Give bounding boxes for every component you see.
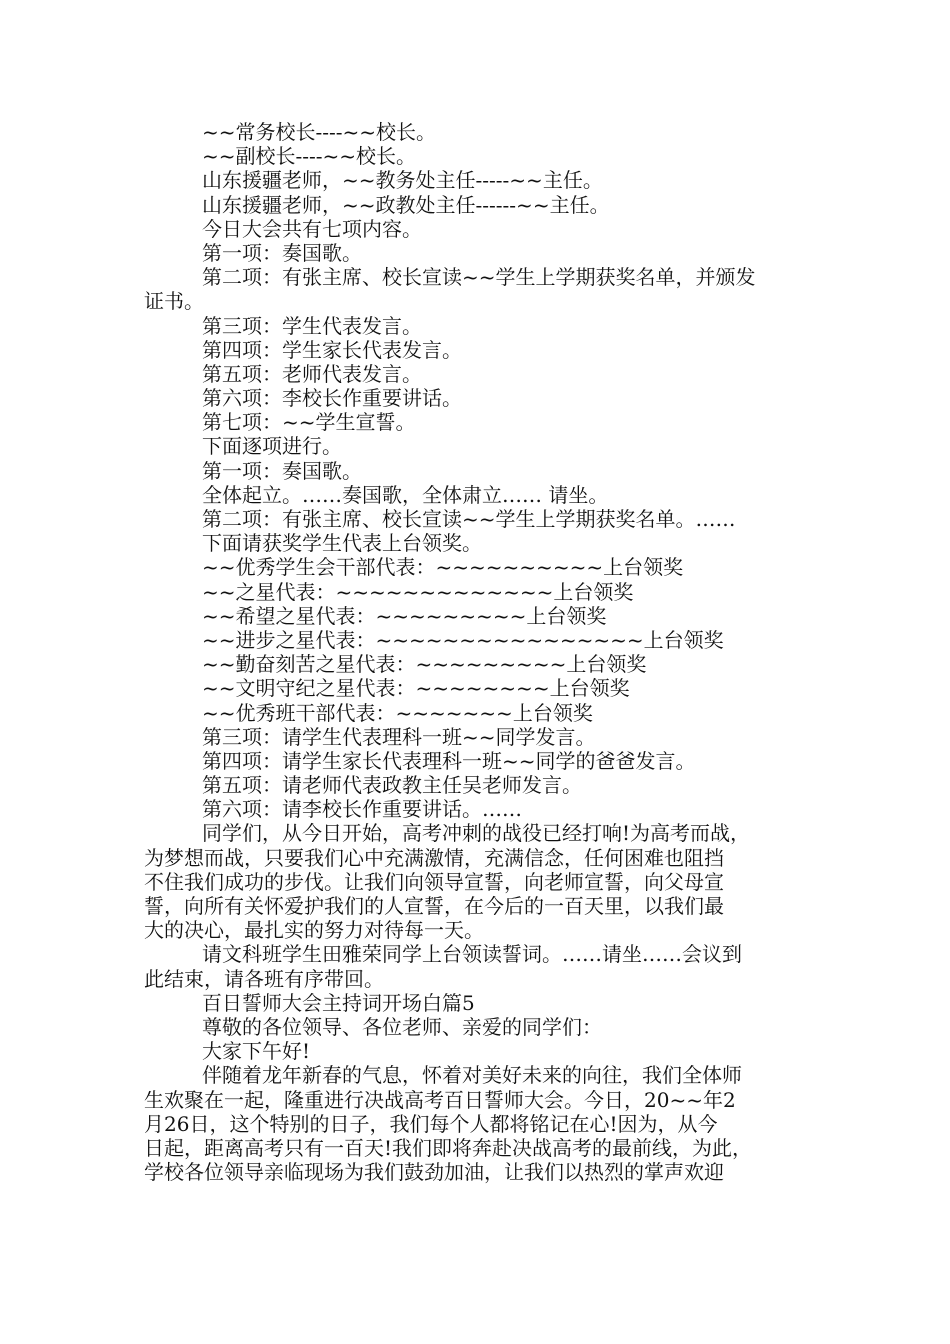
opening-paragraph-line: 伴随着龙年新春的气息，怀着对美好未来的向往，我们全体师 [202, 1063, 742, 1088]
text-line: ~~常务校长----~~校长。 [202, 120, 437, 144]
oath-paragraph-line: 为梦想而战，只要我们心中充满激情，充满信念，任何困难也阻挡 [144, 845, 724, 870]
text-line: 全体起立。……奏国歌，全体肃立…… 请坐。 [202, 482, 609, 507]
text-line: 第一项：奏国歌。 [202, 458, 362, 483]
text-line: 第四项：学生家长代表发言。 [202, 337, 462, 362]
document-page [144, 120, 808, 1184]
text-line: 证书。 [144, 289, 204, 314]
lead-paragraph-line: 请文科班学生田雅荣同学上台领读誓词。……请坐……会议到 [202, 942, 742, 967]
text-line: 今日大会共有七项内容。 [202, 216, 422, 241]
opening-paragraph-line: 日起，距离高考只有一百天!我们即将奔赴决战高考的最前线，为此， [144, 1135, 753, 1160]
oath-paragraph-line: 不住我们成功的步伐。让我们向领导宣誓，向老师宣誓，向父母宣 [144, 869, 724, 894]
award-line: ~~进步之星代表：~~~~~~~~~~~~~~~~上台领奖 [202, 627, 724, 652]
section-title: 百日誓师大会主持词开场白篇5 [202, 990, 475, 1015]
opening-paragraph-line: 学校各位领导亲临现场为我们鼓劲加油，让我们以热烈的掌声欢迎 [144, 1160, 724, 1185]
opening-paragraph-line: 生欢聚在一起，隆重进行决战高考百日誓师大会。今日，20~~年2 [144, 1087, 736, 1112]
oath-paragraph-line: 誓，向所有关怀爱护我们的人宣誓，在今后的一百天里，以我们最 [144, 894, 724, 918]
greeting: 大家下午好! [202, 1039, 311, 1064]
text-line: 第七项：~~学生宣誓。 [202, 410, 416, 435]
text-line: 第六项：李校长作重要讲话。 [202, 386, 462, 411]
oath-paragraph-line: 大的决心，最扎实的努力对待每一天。 [144, 918, 484, 943]
award-line: ~~优秀班干部代表：~~~~~~~上台领奖 [202, 700, 593, 725]
text-line: 山东援疆老师，~~政教处主任------~~主任。 [202, 192, 610, 217]
lead-paragraph-line: 此结束，请各班有序带回。 [144, 966, 384, 991]
text-line: 第六项：请李校长作重要讲话。…… [202, 797, 522, 822]
text-line: 下面请获奖学生代表上台领奖。 [202, 531, 482, 556]
text-line: 第三项：请学生代表理科一班~~同学发言。 [202, 724, 596, 749]
text-line: 第四项：请学生家长代表理科一班~~同学的爸爸发言。 [202, 748, 696, 773]
salutation: 尊敬的各位领导、各位老师、亲爱的同学们： [202, 1014, 602, 1039]
award-line: ~~勤奋刻苦之星代表：~~~~~~~~~上台领奖 [202, 652, 647, 677]
text-line: 第三项：学生代表发言。 [202, 313, 422, 338]
text-line: 山东援疆老师，~~教务处主任-----~~主任。 [202, 168, 603, 193]
text-line: ~~副校长----~~校长。 [202, 144, 417, 169]
text-line: 第五项：老师代表发言。 [202, 361, 422, 386]
award-line: ~~希望之星代表：~~~~~~~~~上台领奖 [202, 603, 607, 628]
award-line: ~~之星代表：~~~~~~~~~~~~~上台领奖 [202, 579, 634, 604]
award-line: ~~文明守纪之星代表：~~~~~~~~上台领奖 [202, 676, 630, 701]
opening-paragraph-line: 月26日，这个特别的日子，我们每个人都将铭记在心!因为，从今 [144, 1111, 718, 1136]
text-line: 第五项：请老师代表政教主任吴老师发言。 [202, 773, 582, 798]
oath-paragraph-line: 同学们，从今日开始，高考冲刺的战役已经打响!为高考而战， [202, 821, 751, 846]
text-line: 第一项：奏国歌。 [202, 240, 362, 265]
text-line: 下面逐项进行。 [202, 434, 342, 459]
award-line: ~~优秀学生会干部代表：~~~~~~~~~~上台领奖 [202, 555, 684, 580]
text-line: 第二项：有张主席、校长宣读~~学生上学期获奖名单。…… [202, 507, 736, 531]
text-line: 第二项：有张主席、校长宣读~~学生上学期获奖名单，并颁发 [202, 265, 756, 290]
